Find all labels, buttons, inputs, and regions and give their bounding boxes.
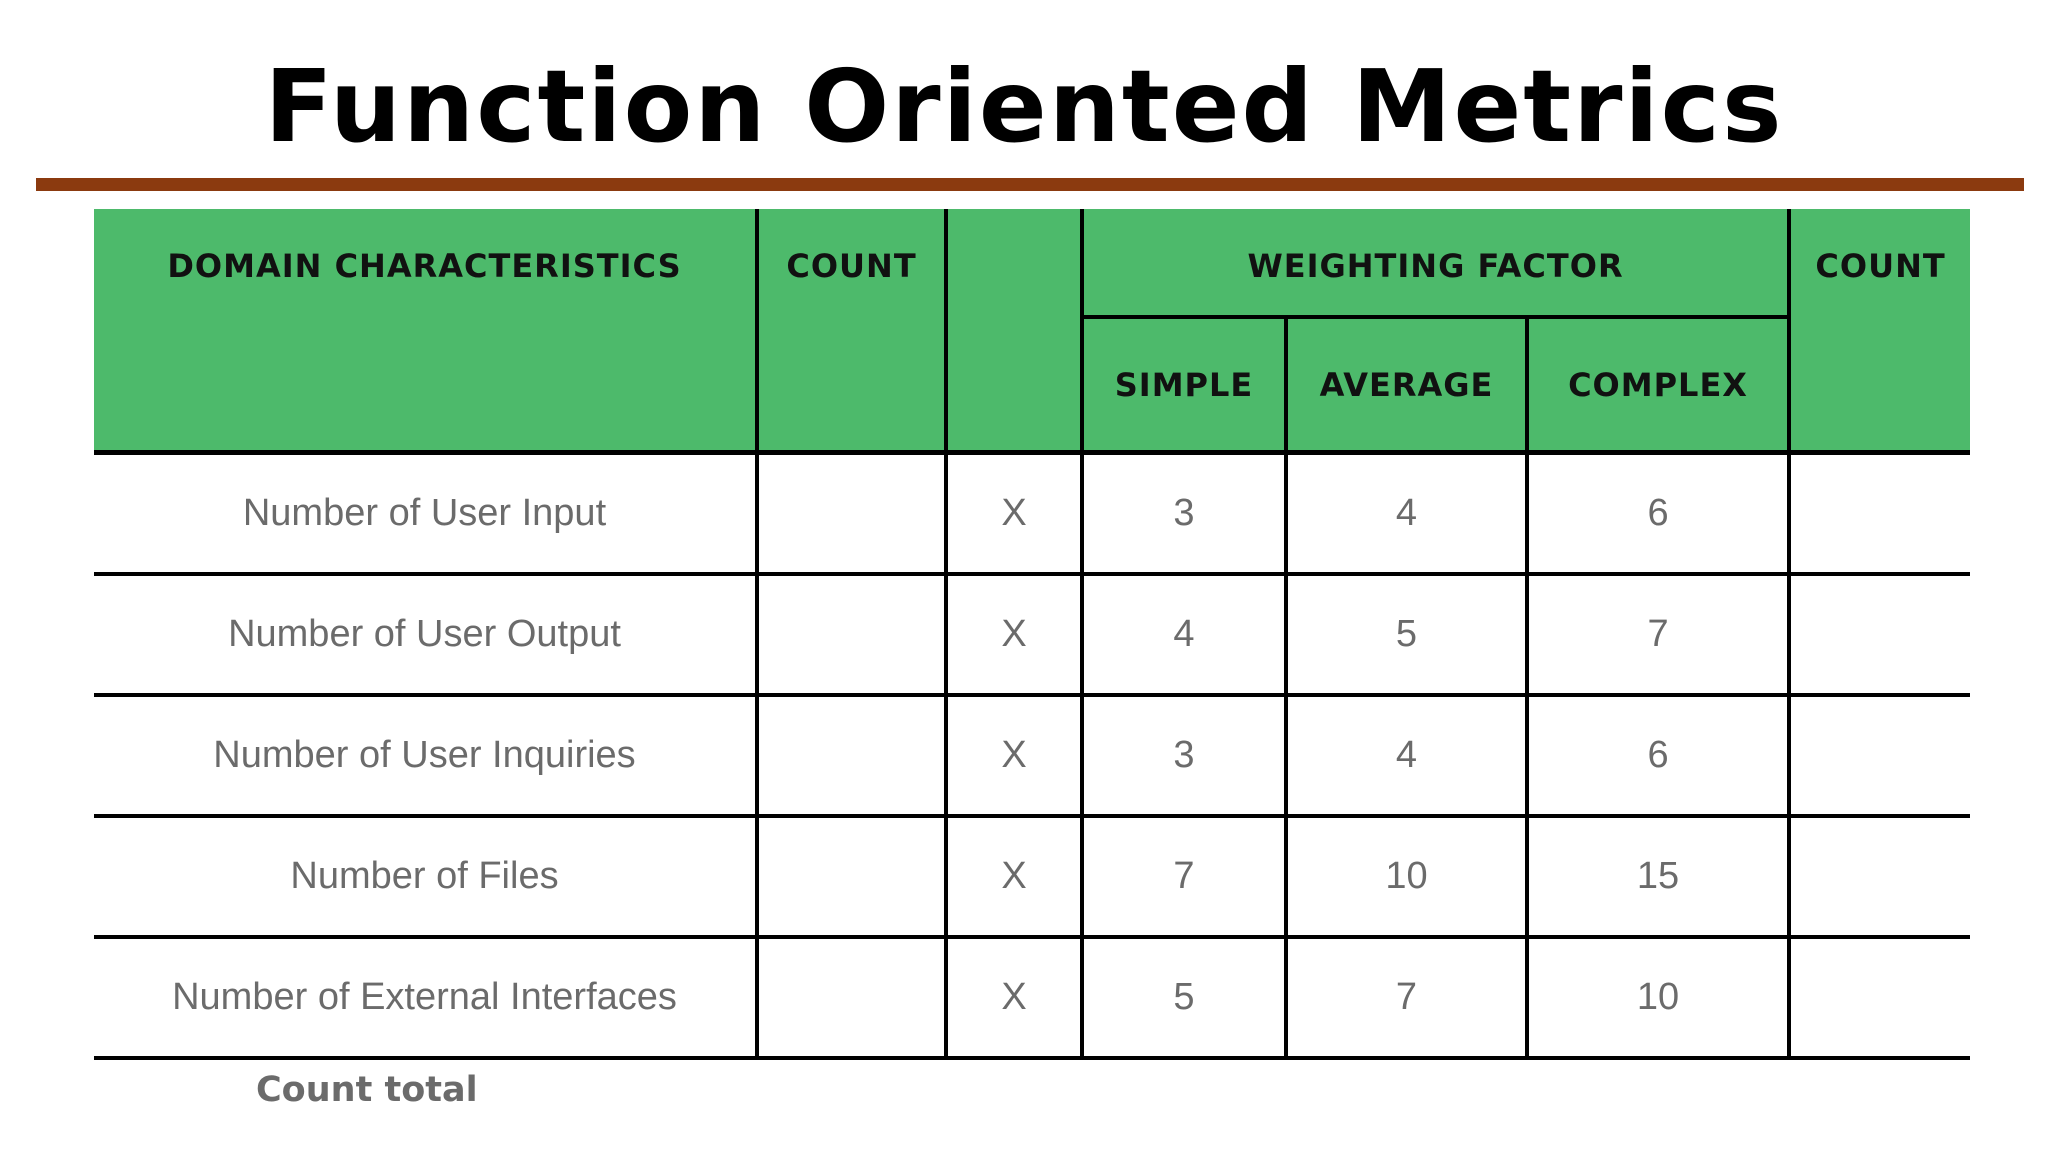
simple-cell: 3 [1082, 695, 1286, 816]
multiply-cell: X [946, 695, 1082, 816]
complex-cell: 7 [1527, 574, 1789, 695]
multiply-cell: X [946, 816, 1082, 937]
function-metrics-table [94, 209, 1970, 1060]
average-cell: 10 [1286, 816, 1527, 937]
table-header [94, 209, 1970, 453]
domain-cell: Number of User Output [94, 574, 757, 695]
average-cell: 5 [1286, 574, 1527, 695]
header-domain-characteristics: DOMAIN CHARACTERISTICS [94, 209, 757, 453]
table-row [94, 453, 1970, 575]
count-cell [757, 695, 946, 816]
result-cell [1789, 937, 1970, 1058]
table-row [94, 574, 1970, 695]
header-count: COUNT [757, 209, 946, 453]
result-cell [1789, 695, 1970, 816]
header-count-result: COUNT [1789, 209, 1970, 453]
average-cell: 4 [1286, 453, 1527, 575]
header-weighting-factor: WEIGHTING FACTOR [1082, 209, 1789, 317]
simple-cell: 7 [1082, 816, 1286, 937]
multiply-cell: X [946, 937, 1082, 1058]
average-cell: 4 [1286, 695, 1527, 816]
result-cell [1789, 574, 1970, 695]
simple-cell: 4 [1082, 574, 1286, 695]
count-cell [757, 816, 946, 937]
header-average: AVERAGE [1286, 317, 1527, 453]
complex-cell: 10 [1527, 937, 1789, 1058]
multiply-cell: X [946, 453, 1082, 575]
header-simple: SIMPLE [1082, 317, 1286, 453]
header-multiply [946, 209, 1082, 453]
complex-cell: 6 [1527, 695, 1789, 816]
domain-cell: Number of User Input [94, 453, 757, 575]
result-cell [1789, 816, 1970, 937]
simple-cell: 3 [1082, 453, 1286, 575]
table-row [94, 937, 1970, 1058]
average-cell: 7 [1286, 937, 1527, 1058]
table-row [94, 695, 1970, 816]
header-complex: COMPLEX [1527, 317, 1789, 453]
domain-cell: Number of User Inquiries [94, 695, 757, 816]
complex-cell: 15 [1527, 816, 1789, 937]
table-body [94, 453, 1970, 1059]
table-row [94, 816, 1970, 937]
domain-cell: Number of External Interfaces [94, 937, 757, 1058]
count-cell [757, 574, 946, 695]
slide-title: Function Oriented Metrics [264, 48, 1784, 165]
multiply-cell: X [946, 574, 1082, 695]
simple-cell: 5 [1082, 937, 1286, 1058]
title-divider [36, 178, 2024, 191]
complex-cell: 6 [1527, 453, 1789, 575]
count-cell [757, 453, 946, 575]
count-total-label: Count total [256, 1070, 478, 1110]
count-cell [757, 937, 946, 1058]
domain-cell: Number of Files [94, 816, 757, 937]
result-cell [1789, 453, 1970, 575]
